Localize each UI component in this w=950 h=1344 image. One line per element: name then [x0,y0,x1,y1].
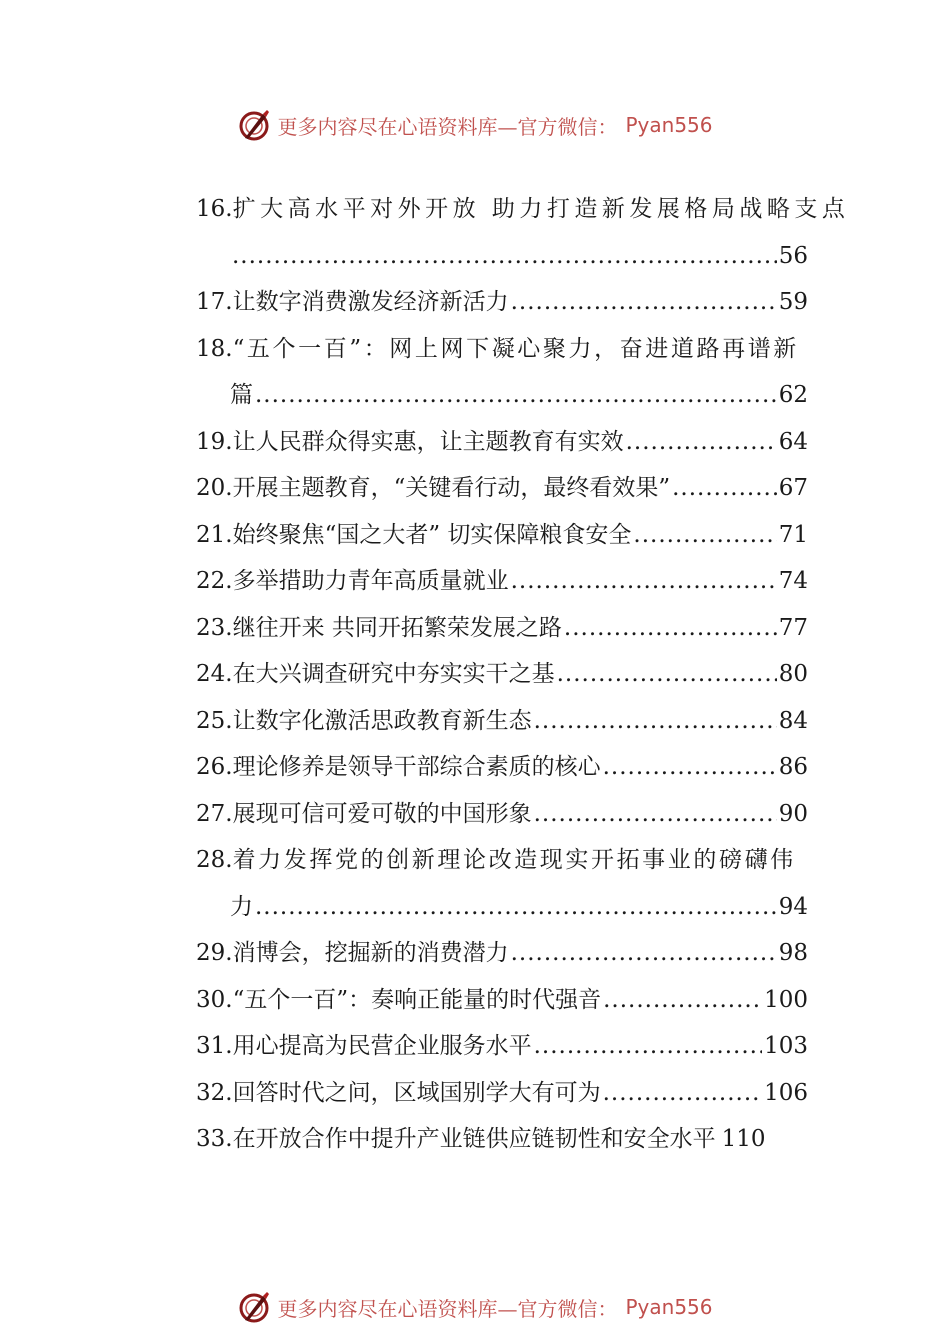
toc-title: 展现可信可爱可敬的中国形象 [232,800,532,827]
toc-page-number: 56 [778,242,808,269]
toc-title-continued: 篇 [230,382,253,408]
toc-title: 多举措助力青年高质量就业 [232,568,509,594]
toc-title-continued: 力 [230,893,253,920]
toc-entry-16[interactable] [196,186,850,279]
toc-number: 30. [196,986,233,1013]
toc-number: 21. [196,521,233,548]
dot-leader [603,744,777,791]
dot-leader [564,605,777,652]
toc-entry-21[interactable] [196,512,808,559]
toc-title: 让数字消费激发经济新活力 [232,289,509,315]
dot-leader [633,512,776,559]
toc-page-number: 90 [778,800,808,827]
watermark-handle: Pyan556 [625,113,713,137]
toc-number: 33. [196,1126,233,1152]
toc-page-number: 59 [778,289,808,315]
toc-number: 31. [196,1033,233,1059]
dot-leader [626,419,777,466]
toc-title: 在开放合作中提升产业链供应链韧性和安全水平 [232,1126,716,1152]
toc-page-number: 98 [778,940,808,966]
toc-entry-30[interactable] [196,977,808,1024]
toc-title: 回答时代之问，区域国别学大有可为 [232,1079,601,1106]
toc-number: 25. [196,707,233,734]
dot-leader [255,372,777,419]
toc-title: 始终聚焦“国之大者” 切实保障粮食安全 [232,521,632,548]
toc-entry-17[interactable] [196,279,808,326]
toc-number: 17. [196,289,233,315]
pen-logo-icon [237,108,271,142]
dot-leader [511,930,777,977]
watermark-footer [0,1290,950,1324]
toc-title: “五个一百”：网上网下凝心聚力，奋进道路再谱新 [232,335,799,362]
toc-entry-31[interactable] [196,1023,808,1070]
toc-title: 让数字化激活思政教育新生态 [232,707,532,734]
toc-title: 在大兴调查研究中夯实实干之基 [232,661,555,687]
toc-page-number: 103 [764,1033,808,1059]
toc-entry-20[interactable] [196,465,808,512]
toc-page-number: 94 [778,893,808,920]
toc-title: 消博会，挖掘新的消费潜力 [232,940,509,966]
dot-leader [557,651,777,698]
toc-page-number: 100 [764,986,808,1013]
toc-page-number: 71 [778,521,808,548]
toc-number: 22. [196,568,233,594]
toc-entry-33[interactable] [196,1116,808,1163]
toc-title: 开展主题教育，“关键看行动，最终看效果” [232,475,671,501]
dot-leader [672,465,777,512]
toc-number: 29. [196,940,233,966]
dot-leader [511,279,777,326]
toc-entry-32[interactable] [196,1070,808,1117]
toc-page-number: 62 [778,382,808,408]
toc-entry-27[interactable] [196,791,808,838]
toc-number: 27. [196,800,233,827]
toc-page-number: 74 [778,568,808,594]
toc-page-number: 86 [778,754,808,780]
dot-leader [255,884,777,931]
dot-leader [511,558,777,605]
toc-entry-26[interactable] [196,744,808,791]
toc-entry-25[interactable] [196,698,808,745]
toc-page-number: 80 [778,661,808,687]
toc-entry-29[interactable] [196,930,808,977]
toc-entry-23[interactable] [196,605,808,652]
toc-number: 23. [196,614,233,641]
toc-title: 继往开来 共同开拓繁荣发展之路 [232,614,562,641]
toc-number: 19. [196,428,233,455]
toc-page-number: 84 [778,707,808,734]
watermark-text: 更多内容尽在心语资料库—官方微信： [277,114,618,139]
toc-entry-18[interactable] [196,326,808,419]
dot-leader [534,698,777,745]
toc-title: 扩大高水平对外开放 助力打造新发展格局战略支点 [232,196,850,222]
dot-leader [534,791,777,838]
toc-number: 24. [196,661,233,687]
toc-page-number: 106 [764,1079,808,1106]
watermark-handle: Pyan556 [625,1295,713,1319]
table-of-contents [196,186,850,1163]
dot-leader [534,1023,763,1070]
toc-title: 着力发挥党的创新理论改造现实开拓事业的磅礴伟 [232,847,796,873]
toc-title: “五个一百”：奏响正能量的时代强音 [232,986,602,1013]
pen-logo-icon [237,1290,271,1324]
toc-entry-19[interactable] [196,419,808,466]
watermark-header [0,108,950,142]
toc-title: 用心提高为民营企业服务水平 [232,1033,532,1059]
toc-number: 20. [196,475,233,501]
toc-entry-22[interactable] [196,558,808,605]
toc-page-number: 64 [778,428,808,455]
toc-page-number: 67 [778,475,808,501]
dot-leader [603,1070,763,1117]
dot-leader [603,977,762,1024]
toc-number: 16. [196,196,233,222]
toc-number: 32. [196,1079,233,1106]
toc-entry-28[interactable] [196,837,808,930]
toc-number: 26. [196,754,233,780]
toc-title: 理论修养是领导干部综合素质的核心 [232,754,601,780]
dot-leader [232,233,777,280]
toc-page-number: 77 [778,614,808,641]
toc-entry-24[interactable] [196,651,808,698]
toc-number: 28. [196,847,233,873]
toc-page-number: 110 [721,1126,766,1152]
toc-number: 18. [196,335,233,362]
watermark-text: 更多内容尽在心语资料库—官方微信： [277,1296,618,1321]
toc-title: 让人民群众得实惠，让主题教育有实效 [232,428,624,455]
